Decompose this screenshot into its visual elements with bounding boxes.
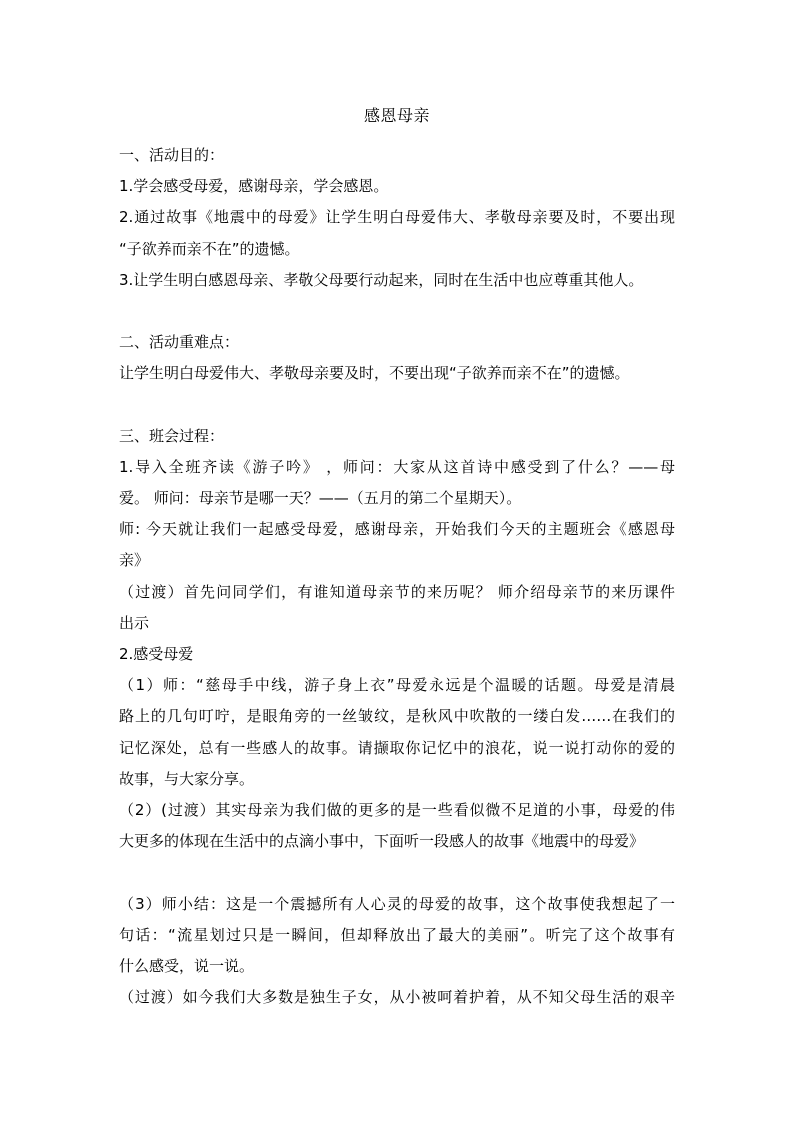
paragraph-line: （2）(过渡）其实母亲为我们做的更多的是一些看似微不足道的小事，母爱的伟 <box>119 800 675 819</box>
paragraph-line: 1.导入全班齐读《游子吟》 ，师问：大家从这首诗中感受到了什么？——母 <box>119 457 675 476</box>
paragraph-line: 大更多的体现在生活中的点滴小事中，下面听一段感人的故事《地震中的母爱》 <box>119 832 645 851</box>
paragraph-line: “子欲养而亲不在”的遗憾。 <box>119 239 300 258</box>
paragraph-line: 二、活动重难点： <box>119 333 240 352</box>
paragraph-line: 什么感受，说一说。 <box>119 956 255 975</box>
paragraph-line: 路上的几句叮咛，是眼角旁的一丝皱纹，是秋风中吹散的一缕白发……在我们的 <box>119 707 675 726</box>
paragraph-line: 2.通过故事《地震中的母爱》让学生明白母爱伟大、孝敬母亲要及时，不要出现 <box>119 208 675 227</box>
blank-line <box>119 296 675 327</box>
paragraph-line: 亲》 <box>119 551 150 570</box>
paragraph-line: 出示 <box>119 613 150 632</box>
paragraph-line: 1.学会感受母爱，感谢母亲，学会感恩。 <box>119 177 389 196</box>
paragraph-line: （过渡）如今我们大多数是独生子女，从小被呵着护着，从不知父母生活的艰辛 <box>119 988 675 1007</box>
paragraph-line: （过渡）首先问同学们，有谁知道母亲节的来历呢？ 师介绍母亲节的来历课件 <box>119 582 675 601</box>
document-title: 感恩母亲 <box>363 106 430 125</box>
paragraph-line: 句话：“流星划过只是一瞬间，但却释放出了最大的美丽”。听完了这个故事有 <box>119 925 675 944</box>
paragraph-line: （1）师：“慈母手中线，游子身上衣”母爱永远是个温暖的话题。母爱是清晨 <box>119 676 675 695</box>
paragraph-line: 故事，与大家分享。 <box>119 769 255 788</box>
paragraph-line: （3）师小结：这是一个震撼所有人心灵的母爱的故事，这个故事使我想起了一 <box>119 894 675 913</box>
paragraph-line: 3.让学生明白感恩母亲、孝敬父母要行动起来，同时在生活中也应尊重其他人。 <box>119 270 644 289</box>
paragraph-line: 记忆深处，总有一些感人的故事。请撷取你记忆中的浪花，说一说打动你的爱的 <box>119 738 675 757</box>
blank-line <box>119 857 675 888</box>
blank-line <box>119 390 675 421</box>
document-body <box>119 140 675 1013</box>
paragraph-line: 一、活动目的： <box>119 146 225 164</box>
paragraph-line: 三、班会过程： <box>119 426 225 445</box>
paragraph-line: 让学生明白母爱伟大、孝敬母亲要及时，不要出现“子欲养而亲不在”的遗憾。 <box>119 364 630 383</box>
paragraph-line: 师: 今天就让我们一起感受母爱，感谢母亲，开始我们今天的主题班会《感恩母 <box>119 520 675 539</box>
paragraph-line: 2.感受母爱 <box>119 645 194 663</box>
paragraph-line: 爱。 师问：母亲节是哪一天？——（五月的第二个星期天）。 <box>119 489 522 508</box>
